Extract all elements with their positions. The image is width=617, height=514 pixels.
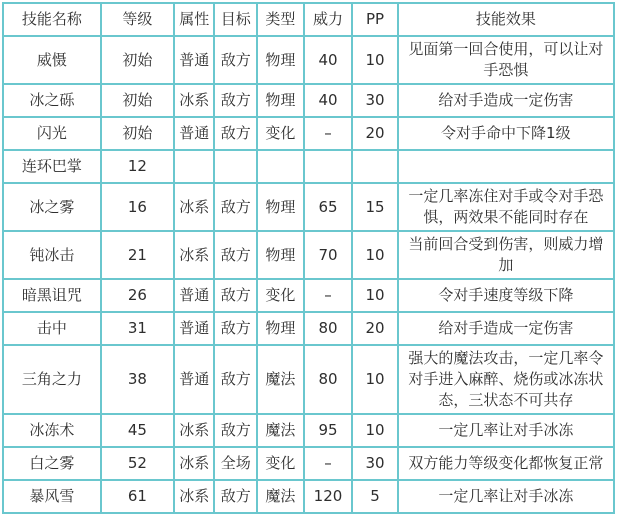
cell-level: 初始 xyxy=(101,84,174,117)
cell-skill-name: 冰冻术 xyxy=(3,414,101,447)
cell-pp: 10 xyxy=(352,231,397,279)
cell-skill-name: 白之雾 xyxy=(3,447,101,480)
cell-power: 40 xyxy=(304,84,353,117)
table-row xyxy=(3,117,614,150)
cell-power: 70 xyxy=(304,231,353,279)
cell-type: 物理 xyxy=(257,312,303,345)
cell-target: 敌方 xyxy=(214,183,257,231)
cell-type: 物理 xyxy=(257,183,303,231)
table-row xyxy=(3,480,614,513)
cell-power: – xyxy=(304,279,353,312)
cell-skill-name: 连环巴掌 xyxy=(3,150,101,183)
cell-level: 21 xyxy=(101,231,174,279)
cell-level: 26 xyxy=(101,279,174,312)
cell-type: 魔法 xyxy=(257,345,303,414)
cell-power: 65 xyxy=(304,183,353,231)
cell-level: 初始 xyxy=(101,117,174,150)
cell-effect: 给对手造成一定伤害 xyxy=(398,84,614,117)
cell-effect xyxy=(398,150,614,183)
cell-skill-name: 暗黑诅咒 xyxy=(3,279,101,312)
column-header-type: 类型 xyxy=(257,3,303,36)
table-row xyxy=(3,84,614,117)
table-row xyxy=(3,414,614,447)
cell-type: 物理 xyxy=(257,84,303,117)
cell-attribute: 普通 xyxy=(174,279,214,312)
cell-target: 敌方 xyxy=(214,231,257,279)
table-row xyxy=(3,36,614,84)
header-row xyxy=(3,3,614,36)
table-row xyxy=(3,345,614,414)
table-row xyxy=(3,447,614,480)
cell-target: 敌方 xyxy=(214,414,257,447)
table-row xyxy=(3,312,614,345)
cell-power: – xyxy=(304,117,353,150)
cell-level: 12 xyxy=(101,150,174,183)
table-row xyxy=(3,183,614,231)
cell-skill-name: 击中 xyxy=(3,312,101,345)
table-row xyxy=(3,231,614,279)
cell-level: 16 xyxy=(101,183,174,231)
column-header-skill-name: 技能名称 xyxy=(3,3,101,36)
cell-skill-name: 三角之力 xyxy=(3,345,101,414)
cell-attribute: 冰系 xyxy=(174,183,214,231)
cell-type: 魔法 xyxy=(257,414,303,447)
cell-effect: 一定几率冻住对手或令对手恐惧，两效果不能同时存在 xyxy=(398,183,614,231)
cell-target xyxy=(214,150,257,183)
cell-level: 45 xyxy=(101,414,174,447)
cell-target: 敌方 xyxy=(214,312,257,345)
cell-type: 变化 xyxy=(257,279,303,312)
table-row xyxy=(3,279,614,312)
cell-attribute: 普通 xyxy=(174,117,214,150)
cell-pp: 30 xyxy=(352,447,397,480)
cell-effect: 双方能力等级变化都恢复正常 xyxy=(398,447,614,480)
cell-attribute: 冰系 xyxy=(174,447,214,480)
column-header-effect: 技能效果 xyxy=(398,3,614,36)
cell-target: 敌方 xyxy=(214,36,257,84)
cell-type: 变化 xyxy=(257,447,303,480)
cell-level: 初始 xyxy=(101,36,174,84)
cell-target: 敌方 xyxy=(214,117,257,150)
cell-power: 95 xyxy=(304,414,353,447)
skill-table xyxy=(2,2,615,514)
cell-target: 敌方 xyxy=(214,279,257,312)
cell-level: 38 xyxy=(101,345,174,414)
cell-attribute: 冰系 xyxy=(174,84,214,117)
cell-pp: 10 xyxy=(352,36,397,84)
cell-pp: 15 xyxy=(352,183,397,231)
cell-skill-name: 冰之雾 xyxy=(3,183,101,231)
cell-target: 敌方 xyxy=(214,84,257,117)
cell-pp: 5 xyxy=(352,480,397,513)
cell-pp: 30 xyxy=(352,84,397,117)
skill-table-body xyxy=(3,36,614,513)
cell-pp xyxy=(352,150,397,183)
cell-effect: 见面第一回合使用，可以让对手恐惧 xyxy=(398,36,614,84)
cell-effect: 令对手命中下降1级 xyxy=(398,117,614,150)
cell-effect: 一定几率让对手冰冻 xyxy=(398,480,614,513)
cell-power: 80 xyxy=(304,312,353,345)
cell-effect: 给对手造成一定伤害 xyxy=(398,312,614,345)
cell-skill-name: 钝冰击 xyxy=(3,231,101,279)
cell-effect: 当前回合受到伤害，则威力增加 xyxy=(398,231,614,279)
cell-type xyxy=(257,150,303,183)
cell-power xyxy=(304,150,353,183)
column-header-power: 威力 xyxy=(304,3,353,36)
cell-attribute: 冰系 xyxy=(174,414,214,447)
cell-attribute: 普通 xyxy=(174,36,214,84)
cell-pp: 20 xyxy=(352,312,397,345)
cell-skill-name: 威慑 xyxy=(3,36,101,84)
cell-type: 魔法 xyxy=(257,480,303,513)
column-header-target: 目标 xyxy=(214,3,257,36)
cell-level: 61 xyxy=(101,480,174,513)
cell-type: 变化 xyxy=(257,117,303,150)
cell-effect: 令对手速度等级下降 xyxy=(398,279,614,312)
cell-effect: 强大的魔法攻击，一定几率令对手进入麻醉、烧伤或冰冻状态，三状态不可共存 xyxy=(398,345,614,414)
cell-skill-name: 暴风雪 xyxy=(3,480,101,513)
cell-level: 52 xyxy=(101,447,174,480)
cell-attribute xyxy=(174,150,214,183)
cell-power: 120 xyxy=(304,480,353,513)
column-header-level: 等级 xyxy=(101,3,174,36)
cell-pp: 20 xyxy=(352,117,397,150)
cell-pp: 10 xyxy=(352,345,397,414)
cell-power: 40 xyxy=(304,36,353,84)
cell-skill-name: 冰之砾 xyxy=(3,84,101,117)
cell-level: 31 xyxy=(101,312,174,345)
cell-target: 敌方 xyxy=(214,480,257,513)
column-header-attribute: 属性 xyxy=(174,3,214,36)
cell-pp: 10 xyxy=(352,279,397,312)
table-row xyxy=(3,150,614,183)
cell-effect: 一定几率让对手冰冻 xyxy=(398,414,614,447)
cell-target: 敌方 xyxy=(214,345,257,414)
cell-attribute: 冰系 xyxy=(174,231,214,279)
cell-attribute: 普通 xyxy=(174,345,214,414)
cell-type: 物理 xyxy=(257,231,303,279)
cell-skill-name: 闪光 xyxy=(3,117,101,150)
cell-pp: 10 xyxy=(352,414,397,447)
cell-power: 80 xyxy=(304,345,353,414)
cell-attribute: 普通 xyxy=(174,312,214,345)
column-header-pp: PP xyxy=(352,3,397,36)
cell-target: 全场 xyxy=(214,447,257,480)
cell-attribute: 冰系 xyxy=(174,480,214,513)
cell-power: – xyxy=(304,447,353,480)
cell-type: 物理 xyxy=(257,36,303,84)
